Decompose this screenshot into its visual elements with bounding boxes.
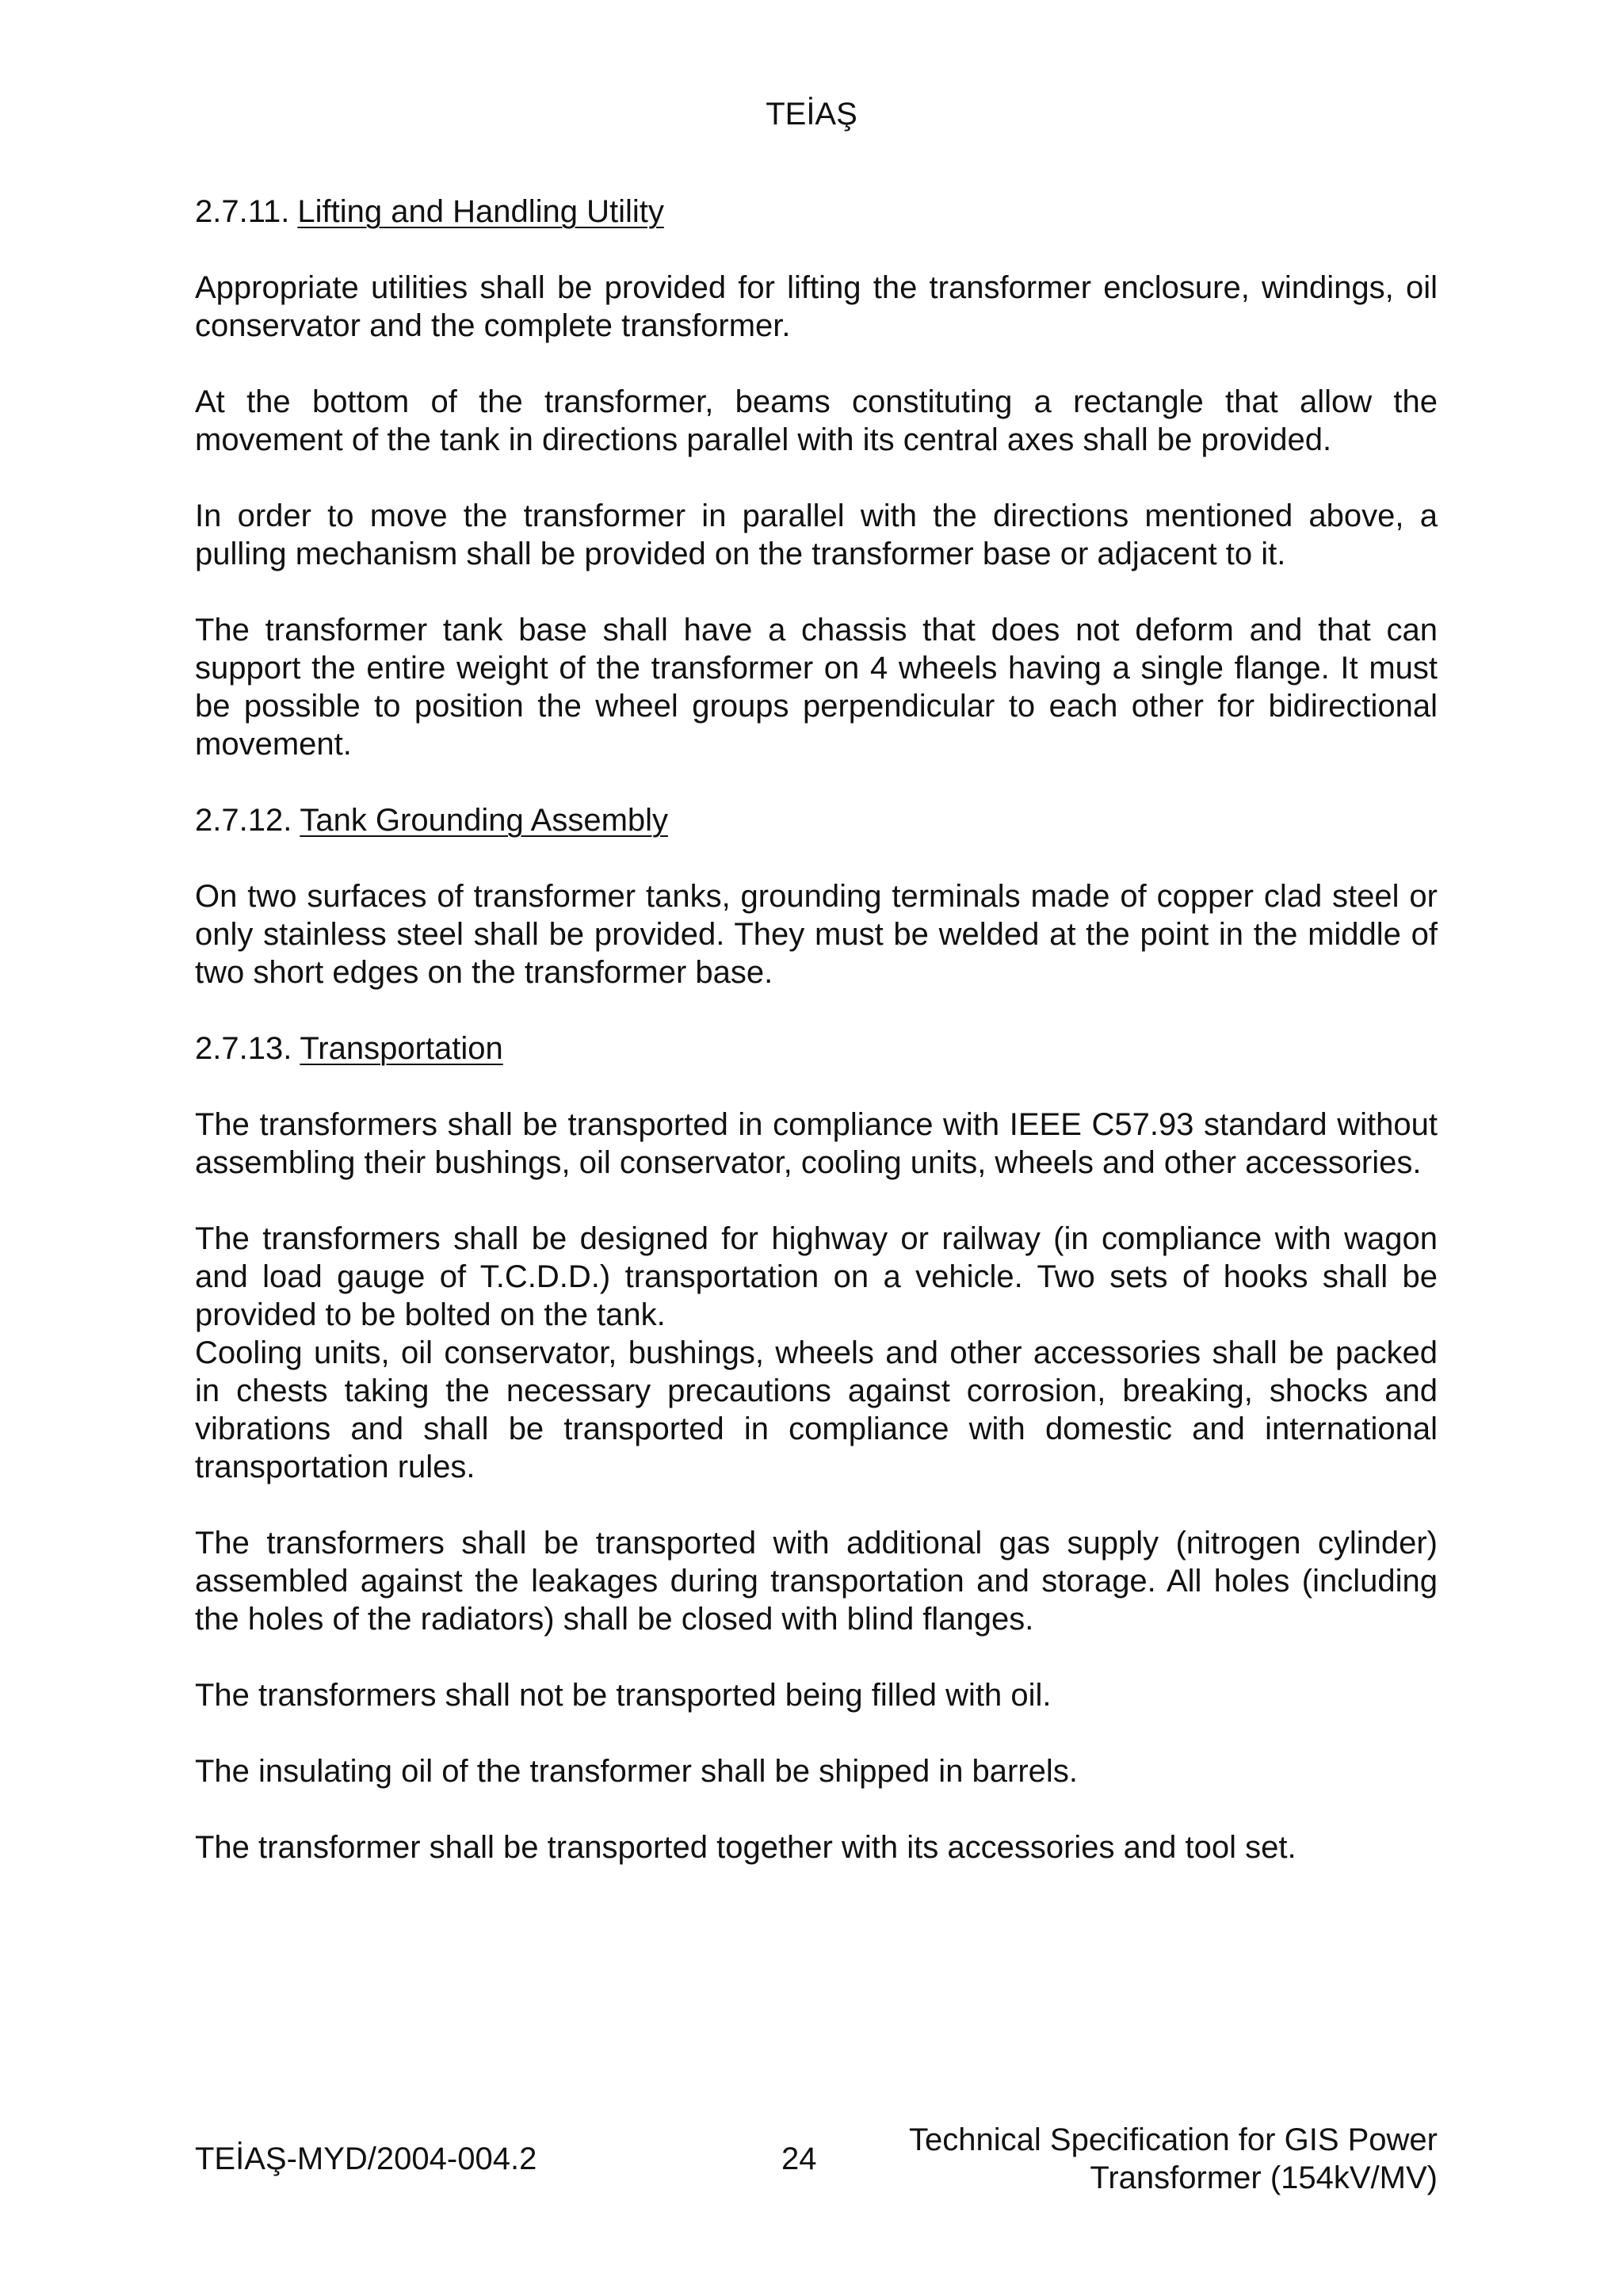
paragraph: The transformer tank base shall have a chassis that does not deform and that can support the entire weight of the transformer on 4 wheels having a single flange. It must be possible to position the wheel groups perpendicular to each other for bidirectional movement. xyxy=(195,613,1438,762)
section-number: 2.7.13. xyxy=(195,1031,292,1066)
paragraph: The transformers shall be transported with additional gas supply (nitrogen cylinder) assembled against the leakages during transportation and storage. All holes (including the holes of the radiators) shall be closed with blind flanges. xyxy=(195,1526,1438,1637)
footer-spec-title xyxy=(909,2121,1438,2197)
page-footer xyxy=(195,2121,1438,2200)
paragraph: Appropriate utilities shall be provided for lifting the transformer enclosure, windings, oil conservator and the complete transformer. xyxy=(195,270,1438,343)
footer-doc-code: TEİAŞ-MYD/2004-004.2 xyxy=(195,2141,537,2176)
section-title: Lifting and Handling Utility xyxy=(297,194,664,229)
paragraph: The transformer shall be transported together with its accessories and tool set. xyxy=(195,1830,1296,1865)
header-org: TEİAŞ xyxy=(766,97,857,132)
section-heading-2-7-11 xyxy=(195,193,1438,231)
paragraph: The transformers shall be transported in compliance with IEEE C57.93 standard without assembling their bushings, oil conservator, cooling units, wheels and other accessories. xyxy=(195,1107,1438,1180)
paragraph: On two surfaces of transformer tanks, grounding terminals made of copper clad steel or only stainless steel shall be provided. They must be welded at the point in the middle of two short edges on the transformer base. xyxy=(195,879,1438,990)
paragraph: Cooling units, oil conservator, bushings, wheels and other accessories shall be packed in chests taking the necessary precautions against corrosion, breaking, shocks and vibrations and shall be transported in compliance with domestic and international transportation rules. xyxy=(195,1335,1438,1484)
page-header xyxy=(0,95,1623,133)
footer-spec-title-line2: Transformer (154kV/MV) xyxy=(1090,2160,1438,2195)
section-title: Tank Grounding Assembly xyxy=(300,803,669,838)
section-number: 2.7.11. xyxy=(195,194,290,229)
paragraph: The insulating oil of the transformer shall be shipped in barrels. xyxy=(195,1754,1078,1789)
section-heading-2-7-13 xyxy=(195,1030,1438,1068)
section-number: 2.7.12. xyxy=(195,803,292,838)
paragraph: The transformers shall be designed for highway or railway (in compliance with wagon and load gauge of T.C.D.D.) transportation on a vehicle. Two sets of hooks shall be provided to be bolted on the tank. xyxy=(195,1221,1438,1332)
paragraph: The transformers shall not be transported being filled with oil. xyxy=(195,1678,1052,1713)
section-title: Transportation xyxy=(300,1031,503,1066)
footer-spec-title-line1: Technical Specification for GIS Power xyxy=(909,2122,1438,2157)
section-heading-2-7-12 xyxy=(195,801,1438,839)
paragraph: In order to move the transformer in parallel with the directions mentioned above, a pulling mechanism shall be provided on the transformer base or adjacent to it. xyxy=(195,499,1438,571)
footer-page-number: 24 xyxy=(781,2141,817,2176)
document-body xyxy=(195,193,1438,1866)
paragraph: At the bottom of the transformer, beams constituting a rectangle that allow the movement of the tank in directions parallel with its central axes shall be provided. xyxy=(195,384,1438,457)
